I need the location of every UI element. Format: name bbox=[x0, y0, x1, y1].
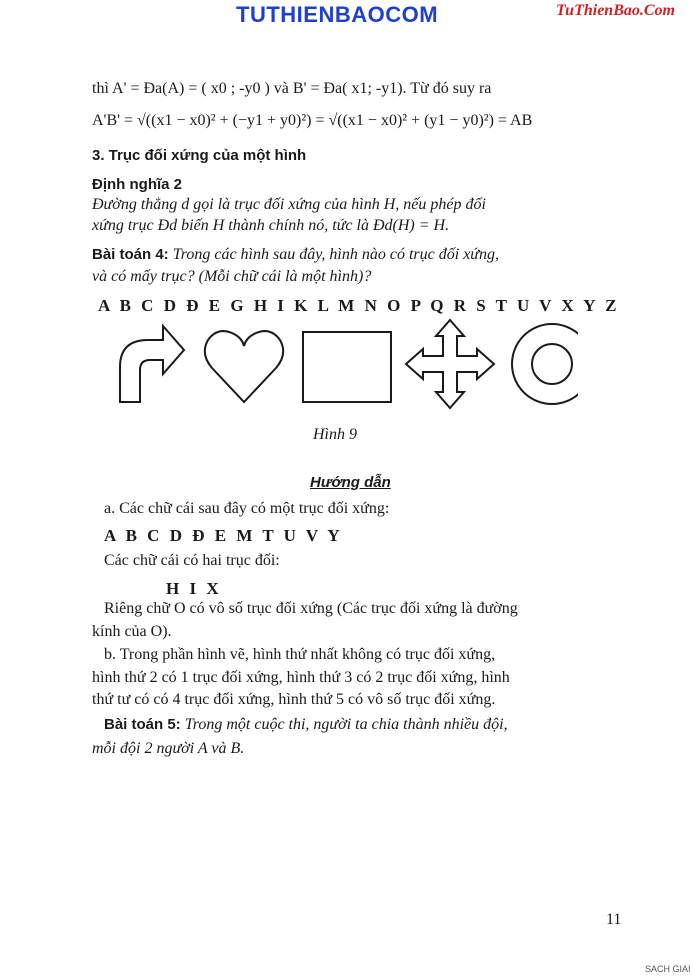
figure-caption: Hình 9 bbox=[313, 426, 357, 443]
two-axis-text: Các chữ cái có hai trục đối: bbox=[104, 552, 280, 569]
problem-5-label: Bài toán 5: bbox=[104, 716, 181, 733]
answer-a: a. Các chữ cái sau đây có một trục đối xứng: bbox=[104, 500, 390, 517]
problem-5-line-1 bbox=[104, 716, 508, 734]
problem-4-text-1: Trong các hình sau đây, hình nào có trục đối xứng, bbox=[168, 246, 500, 263]
problem-4-label: Bài toán 4: bbox=[92, 246, 169, 263]
guide-heading: Hướng dẫn bbox=[310, 474, 391, 491]
answer-b-3: thứ tư có có 4 trục đối xứng, hình thứ 5 có vô số trục đối xứng. bbox=[92, 691, 496, 708]
problem-5-text-2: mỗi đội 2 người A và B. bbox=[92, 740, 245, 757]
answer-b-1: b. Trong phần hình vẽ, hình thứ nhất không có trục đối xứng, bbox=[104, 646, 496, 663]
answer-b-2: hình thứ 2 có 1 trục đối xứng, hình thứ 3 có 2 trục đối xứng, hình bbox=[92, 669, 510, 686]
site-logo[interactable]: TuThienBao.Com bbox=[556, 2, 675, 19]
definition-text-2: xứng trục Đd biến H thành chính nó, tức là Đd(H) = H. bbox=[92, 217, 450, 234]
curved-arrow-shape bbox=[120, 326, 184, 402]
definition-text-1: Đường thẳng d gọi là trục đối xứng của hình H, nếu phép đối bbox=[92, 196, 486, 213]
o-text-2: kính của O). bbox=[92, 623, 172, 640]
footer-logo: SACH GIAI bbox=[645, 964, 691, 974]
one-axis-letters: A B C D Đ E M T U V Y bbox=[104, 526, 343, 545]
page-number: 11 bbox=[606, 911, 622, 928]
two-axis-letters: H I X bbox=[166, 579, 222, 598]
ring-outer-shape bbox=[512, 324, 578, 404]
problem-5-text-1: Trong một cuộc thi, người ta chia thành nhiều đội, bbox=[180, 716, 508, 733]
figure-9-shapes bbox=[108, 312, 578, 412]
rectangle-shape bbox=[303, 332, 391, 402]
site-title[interactable]: TUTHIENBAOCOM bbox=[236, 2, 439, 27]
definition-title: Định nghĩa 2 bbox=[92, 176, 182, 193]
line-1: thì A' = Đa(A) = ( x0 ; -y0 ) và B' = Đa( x1; -y1). Từ đó suy ra bbox=[92, 80, 492, 97]
ring-inner-shape bbox=[532, 344, 572, 384]
section-heading: 3. Trục đối xứng của một hình bbox=[92, 147, 307, 164]
alphabet-letters: A B C D Đ E G H I K L M N O P Q R S T U V X Y Z bbox=[98, 296, 620, 315]
heart-shape bbox=[205, 331, 283, 402]
four-way-arrow-shape bbox=[406, 320, 494, 408]
problem-4-text-2: và có mấy trục? (Mỗi chữ cái là một hình)? bbox=[92, 268, 372, 285]
line-2: A'B' = √((x1 − x0)² + (−y1 + y0)²) = √((x1 − x0)² + (y1 − y0)²) = AB bbox=[92, 112, 533, 129]
problem-4-line-1 bbox=[92, 246, 499, 264]
o-text-1: Riêng chữ O có vô số trục đối xứng (Các trục đối xứng là đường bbox=[104, 600, 518, 617]
